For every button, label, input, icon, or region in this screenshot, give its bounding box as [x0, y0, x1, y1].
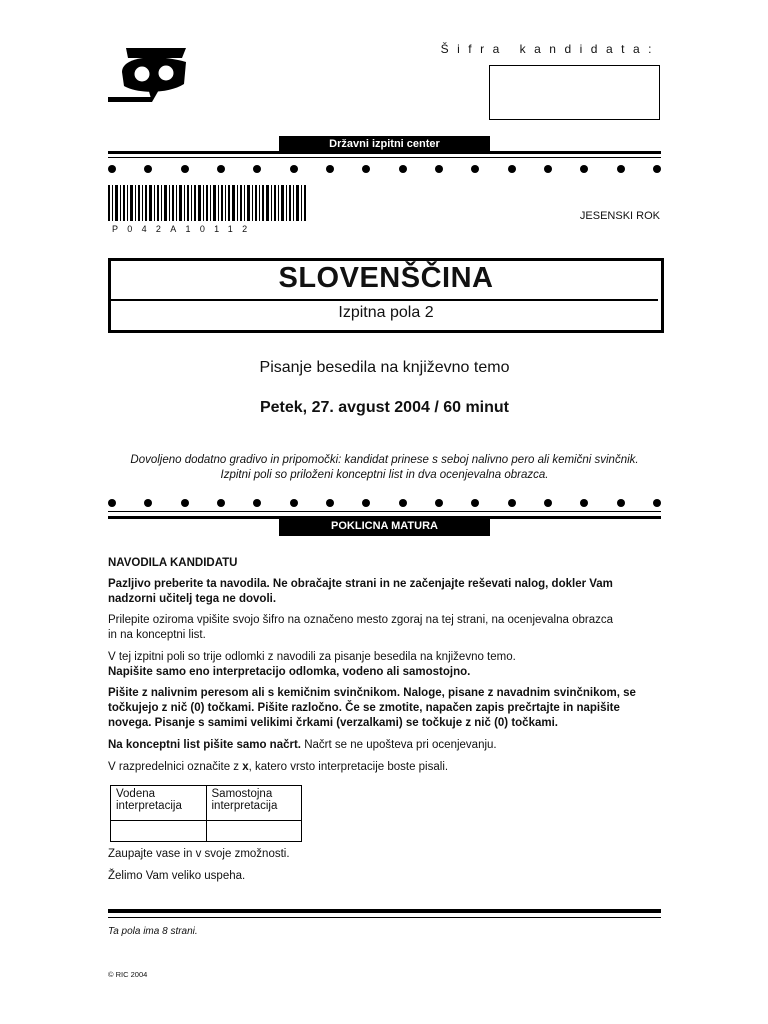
guided-label-1: Vodena [116, 788, 156, 800]
page-count-note: Ta pola ima 8 strani. [108, 926, 198, 937]
footer-rule-thick [108, 909, 661, 913]
closing-line1: Zaupajte vase in v svoje zmožnosti. [108, 848, 290, 860]
instructions-p5 [108, 738, 668, 753]
interpretation-choice-table [110, 785, 302, 842]
task-description: Pisanje besedila na književno temo [259, 359, 510, 376]
exam-date: Petek, 27. avgust 2004 / 60 minut [259, 399, 509, 416]
instructions-p6-after: , katero vrsto interpretacije boste pisali. [248, 761, 449, 773]
barcode-number: P042A10112 [112, 224, 257, 234]
allowed-materials-line2: Izpitni poli so priloženi konceptni list in dva ocenjevalna obrazca. [220, 469, 549, 481]
instructions-p5-bold: Na konceptni list pišite samo načrt. [108, 739, 301, 751]
instructions-heading: NAVODILA KANDIDATU [108, 557, 238, 569]
candidate-code-box[interactable] [489, 65, 660, 120]
guided-checkbox-cell[interactable] [111, 821, 207, 842]
closing-line2: Želimo Vam veliko uspeha. [108, 870, 246, 882]
footer-rule-thin [108, 917, 661, 918]
subject-title: SLOVENŠČINA [278, 262, 494, 294]
exam-center-label: Državni izpitni center [279, 136, 490, 153]
copyright: © RIC 2004 [108, 970, 148, 979]
independent-checkbox-cell[interactable] [206, 821, 302, 842]
independent-label-1: Samostojna [211, 788, 273, 800]
instructions-p2-line1: Prilepite oziroma vpišite svojo šifro na označeno mesto zgoraj na tej strani, na ocenjevalna obrazca [108, 614, 613, 626]
x-mark: x [242, 761, 249, 773]
barcode [108, 185, 306, 221]
instructions-p6-before: V razpredelnici označite z [108, 761, 243, 773]
dot-row-top [108, 164, 661, 174]
exam-paper-subtitle: Izpitna pola 2 [338, 304, 434, 321]
independent-header [206, 786, 302, 821]
guided-label-2: interpretacija [116, 800, 182, 812]
instructions-p4: Pišite z nalivnim peresom ali s kemičnim svinčnikom. Naloge, pisane z navadnim svinčnikom, se točkujejo z nič (0) točkami. Pišite razločno. Če se zmotite, napačen zapis prečrtajte in napišite novega. Pisanje s samimi velikimi črkami (verzalkami) se točkuje z nič (0) točkami. [108, 687, 636, 729]
candidate-code-label: Šifra kandidata: [440, 42, 660, 56]
top-rule-thin [108, 157, 661, 158]
instructions-p3-bold: Napišite samo eno interpretacijo odlomka, vodeno ali samostojno. [108, 666, 471, 678]
instructions-p5-normal: Načrt se ne upošteva pri ocenjevanju. [301, 739, 497, 751]
mid-rule-thin [108, 511, 661, 512]
title-divider [111, 299, 658, 301]
independent-label-2: interpretacija [211, 800, 278, 812]
guided-header [111, 786, 207, 821]
ric-owl-logo [108, 44, 190, 104]
matura-label: POKLICNA MATURA [279, 517, 490, 536]
dot-row-bottom [108, 498, 661, 508]
instructions-p3: V tej izpitni poli so trije odlomki z navodili za pisanje besedila na književno temo. [108, 651, 516, 663]
exam-term: JESENSKI ROK [579, 210, 660, 222]
instructions-p1: Pazljivo preberite ta navodila. Ne obračajte strani in ne začenjajte reševati nalog, dokler Vam nadzorni učitelj tega ne dovoli. [108, 578, 613, 605]
instructions-p6 [108, 760, 668, 775]
allowed-materials-line1: Dovoljeno dodatno gradivo in pripomočki: kandidat prinese s seboj nalivno pero ali kemični svinčnik. [130, 454, 639, 466]
instructions-p2-line2: in na konceptni list. [108, 629, 206, 641]
